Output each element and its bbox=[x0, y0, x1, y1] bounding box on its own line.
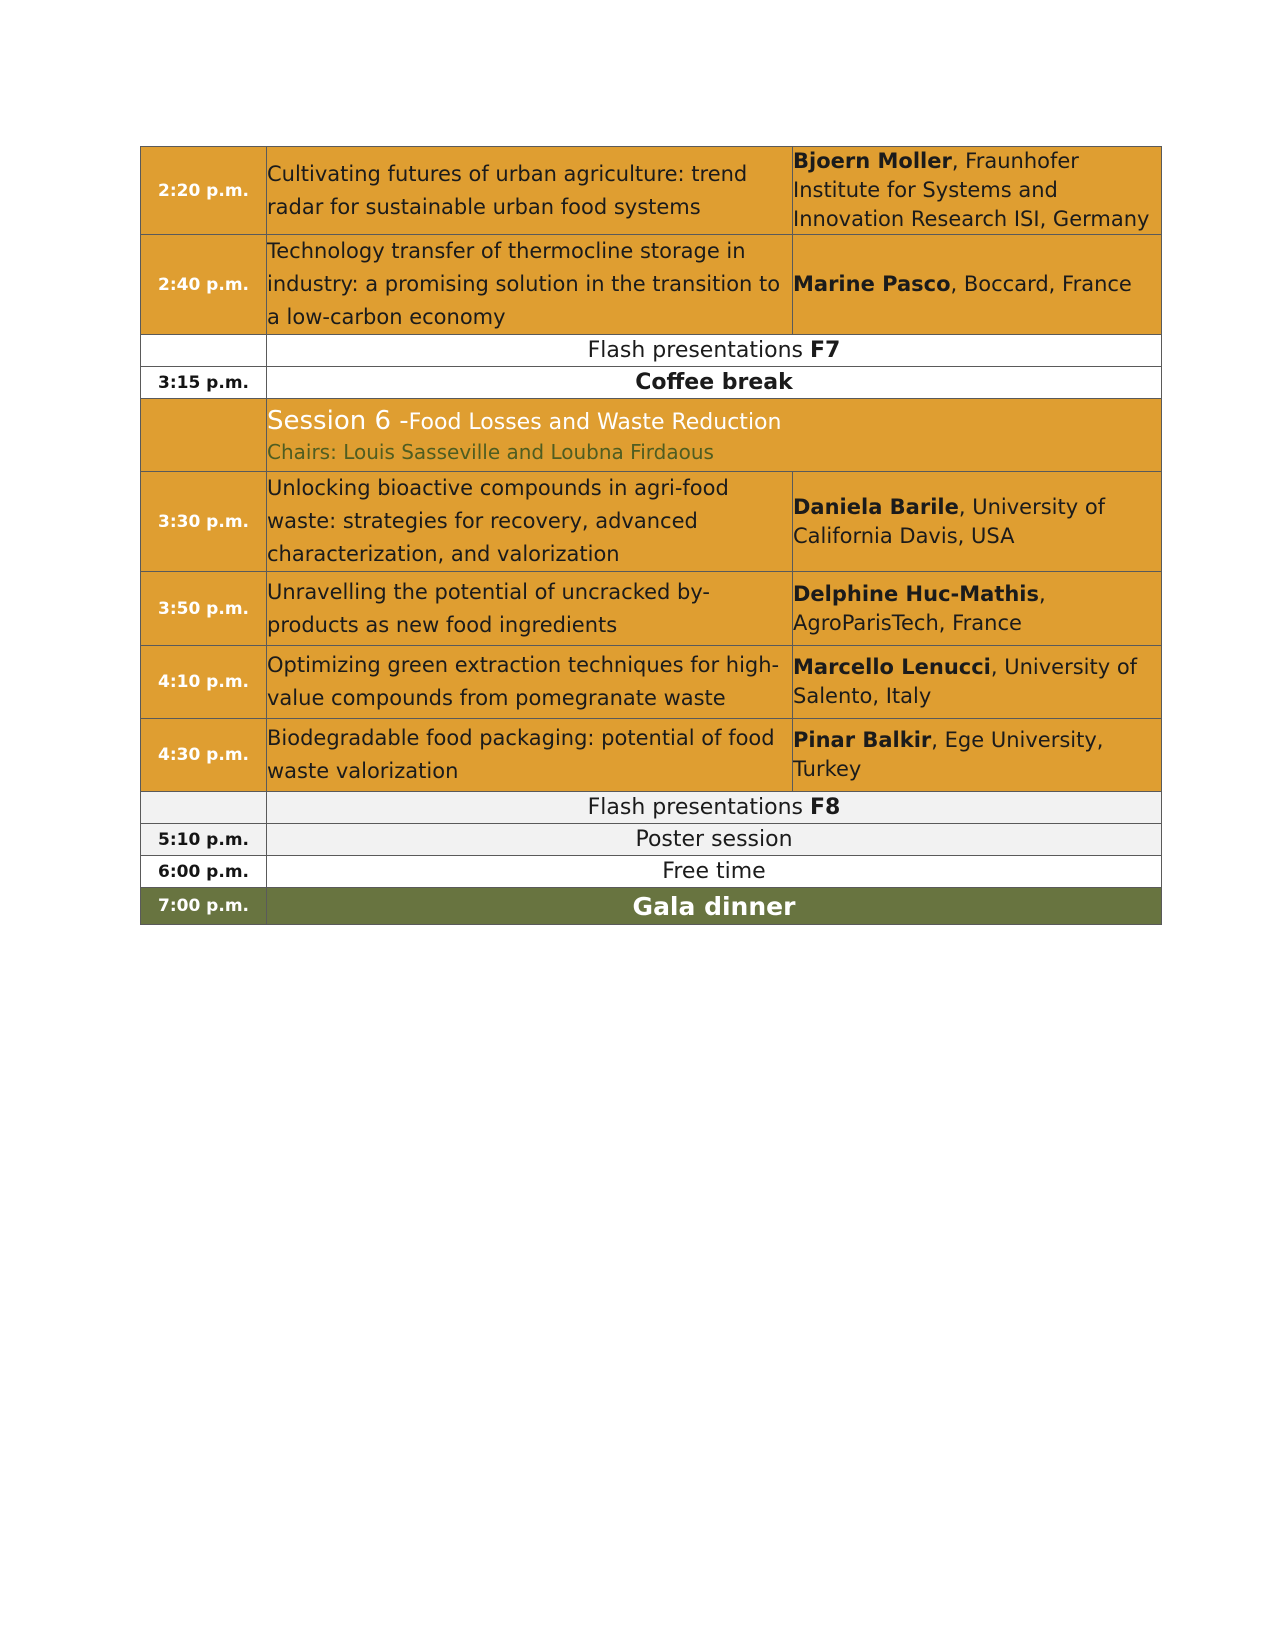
coffee-break bbox=[267, 367, 1162, 399]
table-row bbox=[141, 367, 1162, 399]
table-row bbox=[141, 856, 1162, 888]
session-6-header bbox=[267, 399, 1162, 472]
talk-speaker bbox=[793, 572, 1162, 646]
flash-presentations-f8 bbox=[267, 792, 1162, 824]
speaker-name: Marcello Lenucci bbox=[793, 655, 991, 679]
poster-session: Poster session bbox=[267, 824, 1162, 856]
talk-title: Cultivating futures of urban agriculture: trend radar for sustainable urban food systems bbox=[267, 147, 793, 235]
speaker-affiliation: , Boccard, France bbox=[950, 272, 1132, 296]
talk-time: 2:20 p.m. bbox=[141, 147, 267, 235]
speaker-affiliation: , University of Salento, Italy bbox=[793, 655, 1138, 708]
talk-speaker bbox=[793, 235, 1162, 335]
speaker-name: Marine Pasco bbox=[793, 272, 951, 296]
free-time: Free time bbox=[267, 856, 1162, 888]
empty-time-cell bbox=[141, 792, 267, 824]
table-row bbox=[141, 888, 1162, 925]
speaker-affiliation: , University of California Davis, USA bbox=[793, 494, 1106, 548]
talk-title: Unravelling the potential of uncracked by-products as new food ingredients bbox=[267, 572, 793, 646]
talk-title: Biodegradable food packaging: potential of food waste valorization bbox=[267, 719, 793, 792]
table-row bbox=[141, 399, 1162, 472]
talk-speaker bbox=[793, 147, 1162, 235]
talk-time: 3:30 p.m. bbox=[141, 472, 267, 572]
session-chairs: Chairs: Louis Sasseville and Loubna Firdaous bbox=[267, 440, 714, 464]
flash-label: Flash presentations bbox=[587, 338, 810, 363]
poster-session-time: 5:10 p.m. bbox=[141, 824, 267, 856]
talk-time: 4:30 p.m. bbox=[141, 719, 267, 792]
table-row bbox=[141, 147, 1162, 235]
flash-presentations-f7 bbox=[267, 335, 1162, 367]
session-title bbox=[267, 406, 1161, 436]
speaker-name: Bjoern Moller bbox=[793, 149, 952, 173]
speaker-affiliation: , AgroParisTech, France bbox=[793, 581, 1046, 635]
talk-speaker bbox=[793, 646, 1162, 719]
talk-speaker bbox=[793, 719, 1162, 792]
speaker-name: Pinar Balkir bbox=[793, 728, 932, 752]
talk-speaker bbox=[793, 472, 1162, 572]
talk-title: Optimizing green extraction techniques for high-value compounds from pomegranate waste bbox=[267, 646, 793, 719]
free-time-time: 6:00 p.m. bbox=[141, 856, 267, 888]
flash-code: F8 bbox=[810, 795, 841, 820]
coffee-break-label: Coffee break bbox=[635, 370, 793, 395]
table-row bbox=[141, 572, 1162, 646]
gala-dinner: Gala dinner bbox=[267, 888, 1162, 925]
talk-time: 4:10 p.m. bbox=[141, 646, 267, 719]
speaker-affiliation: , Ege University, Turkey bbox=[793, 728, 1104, 781]
flash-code: F7 bbox=[810, 338, 841, 363]
table-row bbox=[141, 335, 1162, 367]
table-row bbox=[141, 646, 1162, 719]
flash-label: Flash presentations bbox=[587, 795, 810, 820]
speaker-affiliation: , Fraunhofer Institute for Systems and Innovation Research ISI, Germany bbox=[793, 149, 1150, 231]
empty-time-cell bbox=[141, 399, 267, 472]
speaker-name: Daniela Barile bbox=[793, 494, 959, 519]
table-row bbox=[141, 824, 1162, 856]
gala-dinner-time: 7:00 p.m. bbox=[141, 888, 267, 925]
empty-time-cell bbox=[141, 335, 267, 367]
talk-title: Technology transfer of thermocline storage in industry: a promising solution in the transition to a low-carbon economy bbox=[267, 235, 793, 335]
session-topic: Food Losses and Waste Reduction bbox=[408, 410, 782, 435]
session-lead: Session 6 - bbox=[267, 406, 409, 436]
talk-title: Unlocking bioactive compounds in agri-food waste: strategies for recovery, advanced characterization, and valorization bbox=[267, 472, 793, 572]
coffee-break-time: 3:15 p.m. bbox=[141, 367, 267, 399]
program-schedule-table bbox=[140, 146, 1162, 925]
table-row bbox=[141, 792, 1162, 824]
table-row bbox=[141, 235, 1162, 335]
table-row bbox=[141, 719, 1162, 792]
talk-time: 3:50 p.m. bbox=[141, 572, 267, 646]
talk-time: 2:40 p.m. bbox=[141, 235, 267, 335]
speaker-name: Delphine Huc-Mathis bbox=[793, 581, 1040, 606]
table-row bbox=[141, 472, 1162, 572]
